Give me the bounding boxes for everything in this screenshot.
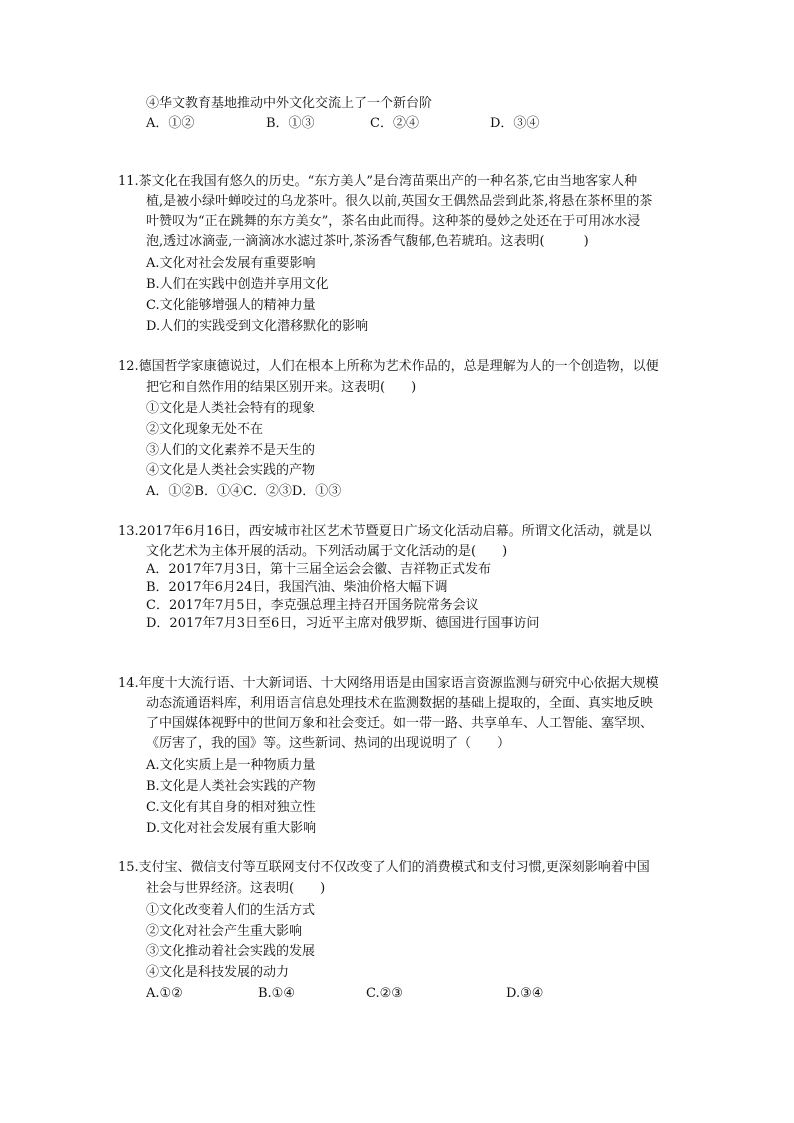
q14-choice-d: D.文化对社会发展有重大影响 <box>146 821 317 836</box>
q14-stem-line: 了中国媒体视野中的世间万象和社会变迁。如一带一路、共享单车、人工智能、塞罕坝、 <box>146 716 654 731</box>
q15-stem-line: 15.支付宝、微信支付等互联网支付不仅改变了人们的消费模式和支付习惯,更深刻影响着中国 <box>118 860 650 875</box>
q15-option-c: C.②③ <box>366 986 403 1001</box>
q10-option-c: C．②④ <box>370 116 419 131</box>
q13-stem-line: 13.2017年6月16日，西安城市社区艺术节暨夏日广场文化活动启幕。所谓文化活动，就是以 <box>118 524 652 539</box>
q15-option-b: B.①④ <box>258 986 295 1001</box>
q11-stem-line: 11.茶文化在我国有悠久的历史。“东方美人”是台湾苗栗出产的一种名茶,它由当地客家人种 <box>118 174 638 189</box>
q11-choice-d: D.人们的实践受到文化潜移默化的影响 <box>146 319 369 334</box>
q11-stem-line: 植,是被小绿叶蝉咬过的乌龙茶叶。很久以前,英国女王偶然品尝到此茶,将悬在茶杯里的茶 <box>146 194 653 209</box>
q11-stem-line: 叶赞叹为“正在跳舞的东方美女”，茶名由此而得。这种茶的曼妙之处还在于可用冰水浸 <box>146 214 641 229</box>
q15-item-1: ①文化改变着人们的生活方式 <box>146 903 316 918</box>
q11-stem-line: 泡,透过冰滴壶,一滴滴冰水滤过茶叶,茶汤香气馥郁,色若琥珀。这表明( ) <box>146 234 589 249</box>
q12-item-1: ①文化是人类社会特有的现象 <box>146 401 316 416</box>
q10-item-4: ④华文教育基地推动中外文化交流上了一个新台阶 <box>146 96 433 111</box>
q12-item-3: ③人们的文化素养不是天生的 <box>146 443 316 458</box>
q15-option-a: A.①② <box>146 986 183 1001</box>
q11-choice-c: C.文化能够增强人的精神力量 <box>146 298 316 313</box>
q13-choice-b: B．2017年6月24日，我国汽油、柴油价格大幅下调 <box>146 580 448 595</box>
q14-choice-b: B.文化是人类社会实践的产物 <box>146 779 316 794</box>
q14-stem-line: 《厉害了，我的国》等。这些新词、热词的出现说明了（ ） <box>146 736 511 751</box>
q12-item-2: ②文化现象无处不在 <box>146 422 264 437</box>
q10-option-b: B．①③ <box>266 116 315 131</box>
q13-choice-c: C．2017年7月5日，李克强总理主持召开国务院常务会议 <box>146 598 479 613</box>
q15-item-3: ③文化推动着社会实践的发展 <box>146 944 316 959</box>
q15-item-4: ④文化是科技发展的动力 <box>146 965 290 980</box>
q12-item-4: ④文化是人类社会实践的产物 <box>146 463 316 478</box>
q13-choice-d: D．2017年7月3日至6日，习近平主席对俄罗斯、德国进行国事访问 <box>146 616 540 631</box>
q11-choice-b: B.人们在实践中创造并享用文化 <box>146 277 329 292</box>
q11-choice-a: A.文化对社会发展有重要影响 <box>146 256 316 271</box>
q12-stem-line: 12.德国哲学家康德说过，人们在根本上所称为艺术作品的，总是理解为人的一个创造物，以便 <box>118 359 659 374</box>
q15-option-d: D.③④ <box>506 986 544 1001</box>
q12-options: A．①②B．①④C．②③D．①③ <box>146 484 342 499</box>
q15-stem-line: 社会与世界经济。这表明( ) <box>146 881 326 896</box>
q13-stem-line: 文化艺术为主体开展的活动。下列活动属于文化活动的是( ) <box>146 544 508 559</box>
q14-choice-a: A.文化实质上是一种物质力量 <box>146 758 316 773</box>
q12-stem-line: 把它和自然作用的结果区别开来。这表明( ) <box>146 380 417 395</box>
q14-stem-line: 14.年度十大流行语、十大新词语、十大网络用语是由国家语言资源监测与研究中心依据大规模 <box>118 676 659 691</box>
q15-item-2: ②文化对社会产生重大影响 <box>146 924 303 939</box>
q10-option-d: D．③④ <box>490 116 540 131</box>
q14-choice-c: C.文化有其自身的相对独立性 <box>146 800 316 815</box>
q10-option-a: A．①② <box>146 116 195 131</box>
q13-choice-a: A．2017年7月3日，第十三届全运会会徽、吉祥物正式发布 <box>146 562 492 577</box>
q14-stem-line: 动态流通语料库，利用语言信息处理技术在监测数据的基础上提取的，全面、真实地反映 <box>146 696 654 711</box>
